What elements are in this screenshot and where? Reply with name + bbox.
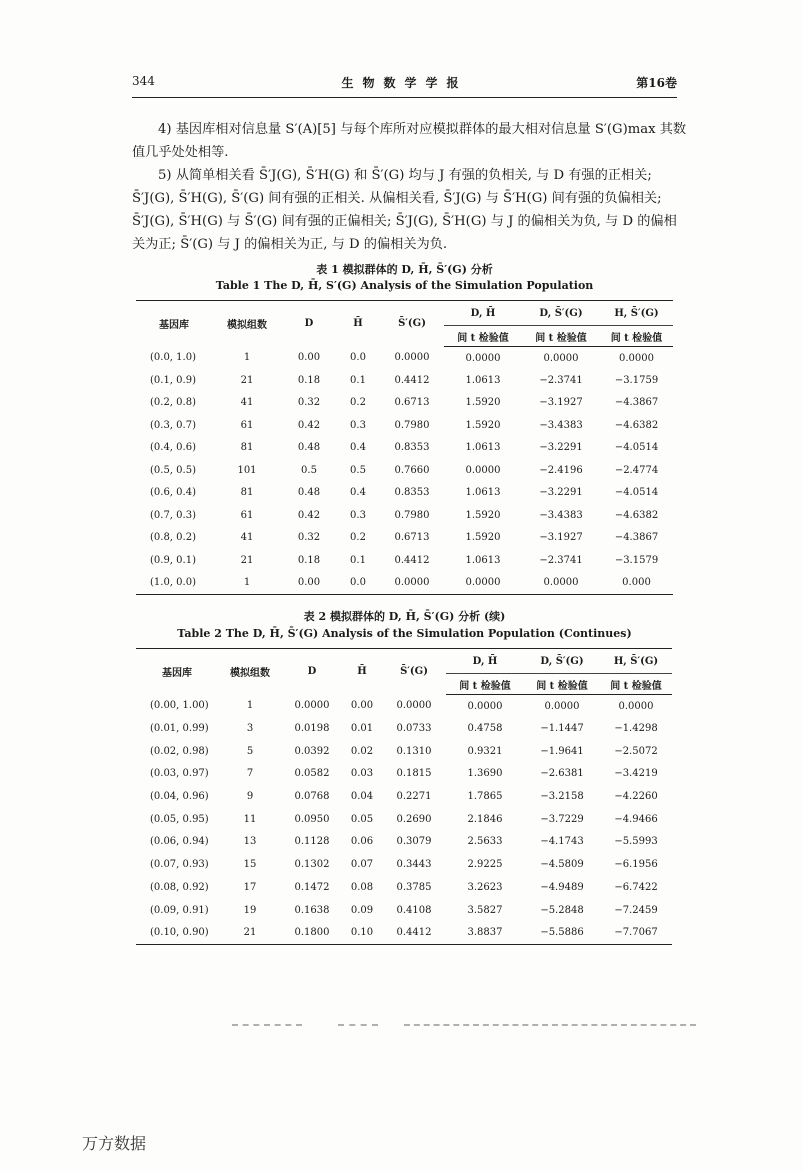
table-cell: 1.5920 — [465, 397, 501, 409]
table-cell: 0.09 — [350, 904, 374, 916]
table-cell: (0.06, 0.94) — [150, 836, 209, 848]
body-line: S̄′J(G), S̄′H(G) 与 S̄′(G) 间有强的正偏相关; S̄′J(G), S̄′H(G) 与 J 的偏相关为负, 与 D 的偏相 — [132, 214, 677, 229]
table-cell: 0.1128 — [294, 836, 330, 848]
volume-label: 第16卷 — [636, 76, 677, 90]
table-cell: (0.9, 0.1) — [150, 554, 196, 566]
table-cell: 3.8837 — [446, 921, 524, 944]
table-cell: (0.08, 0.92) — [150, 881, 209, 893]
table-cell: 0.18 — [297, 554, 321, 566]
col-header-d: D — [282, 301, 336, 347]
table-row — [136, 921, 672, 944]
table1 — [136, 300, 673, 595]
col-subheader-ds: 间 t 检验值 — [524, 674, 600, 695]
table-cell: −4.1743 — [540, 836, 584, 848]
table-cell: 0.02 — [350, 745, 374, 757]
table-cell: −4.3867 — [614, 532, 659, 544]
table-cell: 0.48 — [297, 487, 321, 499]
table-cell: −6.7422 — [614, 881, 658, 893]
table-cell: 0.0000 — [380, 572, 444, 595]
table-cell: 1.0613 — [465, 487, 501, 499]
table-cell: 0.04 — [350, 791, 374, 803]
table-cell: 0.3079 — [396, 836, 432, 848]
table-cell: 3 — [246, 723, 254, 735]
col-header-h: H̄ — [336, 301, 380, 347]
table-cell: 0.18 — [297, 374, 321, 386]
table-row — [136, 695, 672, 718]
table-cell: 0.0768 — [294, 791, 330, 803]
table-cell: −2.3741 — [539, 374, 583, 386]
col-header-genepool: 基因库 — [136, 301, 212, 347]
table-cell: 0.3785 — [396, 881, 432, 893]
col-header-d: D — [282, 649, 342, 695]
table-cell: (0.01, 0.99) — [150, 723, 209, 735]
table-cell: −4.6382 — [614, 419, 659, 431]
table-cell: 0.42 — [297, 419, 321, 431]
table-cell: 0.0000 — [619, 352, 654, 364]
table-cell: (0.10, 0.90) — [136, 921, 218, 944]
table-cell: −3.2158 — [540, 791, 584, 803]
table-cell: 0.0000 — [467, 700, 503, 712]
table-cell: 0.0582 — [294, 768, 330, 780]
body-line: 关为正; S̄′(G) 与 J 的偏相关为正, 与 D 的偏相关为负. — [132, 237, 448, 252]
body-line: S̄′J(G), S̄′H(G), S̄′(G) 间有强的正相关. 从偏相关看, S̄′J(G) 与 S̄′H(G) 间有强的负偏相关; — [132, 191, 662, 206]
table-cell: 13 — [243, 836, 257, 848]
table-cell: −3.2291 — [539, 487, 583, 499]
table-cell: (0.09, 0.91) — [150, 904, 209, 916]
table-cell: −6.1956 — [614, 859, 658, 871]
table-row — [136, 527, 673, 550]
table-cell: −3.4383 — [539, 509, 583, 521]
col-header-genepool: 基因库 — [136, 649, 218, 695]
table-cell: 0.9321 — [467, 745, 503, 757]
table-cell: −3.1759 — [614, 374, 659, 386]
table-cell: 0.00 — [282, 572, 336, 595]
table-cell: 21 — [240, 554, 254, 566]
table-cell: 0.0000 — [522, 572, 600, 595]
table-cell: 0.5 — [301, 464, 317, 476]
table1-caption-en: Table 1 The D, H̄, S′(G) Analysis of the Simulation Population — [215, 279, 594, 292]
table-cell: 0.06 — [350, 836, 374, 848]
table-cell: 0.4 — [350, 442, 366, 454]
table-cell: 0.0000 — [465, 352, 501, 364]
table-cell: 0.0198 — [294, 723, 330, 735]
table-cell: 0.0950 — [294, 813, 330, 825]
table-cell: 0.1800 — [282, 921, 342, 944]
table-cell: −1.9641 — [540, 745, 584, 757]
table-cell: −3.1927 — [539, 532, 583, 544]
table-cell: 0.8353 — [394, 442, 430, 454]
table-cell: 0.1302 — [294, 859, 330, 871]
table-row — [136, 785, 672, 808]
table-cell: 0.0000 — [294, 700, 330, 712]
table-cell: (0.00, 1.00) — [150, 700, 209, 712]
table-row — [136, 482, 673, 505]
table-cell: −3.1927 — [539, 397, 583, 409]
table-cell: (1.0, 0.0) — [136, 572, 212, 595]
table-cell: 0.0000 — [543, 352, 579, 364]
table-cell: 61 — [240, 509, 254, 521]
table-cell: 0.7660 — [394, 464, 430, 476]
table-cell: 0.10 — [342, 921, 382, 944]
table-cell: 41 — [240, 532, 254, 544]
table-cell: 101 — [237, 464, 257, 476]
table-row — [136, 876, 672, 899]
col-header-hs: H, S̄′(G) — [600, 301, 673, 326]
table-cell: 1.0613 — [465, 442, 501, 454]
table-cell: 0.2 — [350, 397, 366, 409]
table-cell: 0.6713 — [394, 397, 430, 409]
table-cell: 61 — [240, 419, 254, 431]
table-cell: 0.1638 — [294, 904, 330, 916]
table1-caption-cn: 表 1 模拟群体的 D, H̄, S̄′(G) 分析 — [316, 263, 493, 276]
table-row — [136, 853, 672, 876]
table-cell: 0.0000 — [618, 700, 654, 712]
col-header-ds: D, S̄′(G) — [524, 649, 600, 674]
table-cell: −2.6381 — [540, 768, 584, 780]
table-cell: 7 — [246, 768, 254, 780]
col-header-hs: H, S̄′(G) — [600, 649, 672, 674]
table-row — [136, 369, 673, 392]
col-header-dh: D, H̄ — [444, 301, 522, 326]
table-cell: 0.32 — [297, 397, 321, 409]
table-cell: −5.2848 — [540, 904, 584, 916]
table-cell: 0.8353 — [394, 487, 430, 499]
table-cell: 0.03 — [350, 768, 374, 780]
table-cell: 0.42 — [297, 509, 321, 521]
table-cell: 81 — [240, 442, 254, 454]
table-cell: 9 — [246, 791, 254, 803]
table-cell: −7.2459 — [614, 904, 658, 916]
body-text — [132, 118, 687, 256]
table-cell: −4.9466 — [614, 813, 658, 825]
col-header-ds: D, S̄′(G) — [522, 301, 600, 326]
table-cell: 0.1310 — [396, 745, 432, 757]
table-cell: 0.7980 — [394, 509, 430, 521]
table-cell: −3.1579 — [614, 554, 659, 566]
table-cell: −3.7229 — [540, 813, 584, 825]
table-cell: −3.2291 — [539, 442, 583, 454]
table-cell: −2.4774 — [614, 464, 659, 476]
table-cell: 0.4 — [350, 487, 366, 499]
table-row — [136, 347, 673, 370]
table-cell: −3.4383 — [539, 419, 583, 431]
table-cell: (0.4, 0.6) — [150, 442, 196, 454]
table-cell: 0.4412 — [394, 374, 430, 386]
table-cell: 0.0000 — [544, 700, 580, 712]
table-cell: −2.5072 — [614, 745, 658, 757]
scan-artifact-line — [404, 1024, 696, 1026]
table-cell: 1.0613 — [465, 554, 501, 566]
table2-caption-cn: 表 2 模拟群体的 D, H̄, S̄′(G) 分析 (续) — [303, 610, 506, 623]
table-cell: −4.6382 — [614, 509, 659, 521]
table-cell: −4.0514 — [614, 442, 659, 454]
table-cell: −7.7067 — [600, 921, 672, 944]
table-cell: −3.4219 — [614, 768, 658, 780]
table-cell: (0.5, 0.5) — [150, 464, 196, 476]
table2 — [136, 648, 672, 945]
table-cell: −1.4298 — [614, 723, 658, 735]
table-row — [136, 437, 673, 460]
table-cell: 1.5920 — [465, 509, 501, 521]
table-cell: 0.1472 — [294, 881, 330, 893]
table-cell: 15 — [243, 859, 257, 871]
scan-artifact-line — [338, 1024, 378, 1026]
page-number: 344 — [132, 74, 155, 88]
table-cell: −2.3741 — [539, 554, 583, 566]
table-cell: −2.4196 — [539, 464, 583, 476]
col-subheader-hs: 间 t 检验值 — [600, 674, 672, 695]
table-cell: 0.1 — [350, 374, 366, 386]
table-cell: 0.00 — [350, 700, 374, 712]
table-cell: 0.3 — [350, 509, 366, 521]
table-cell: 21 — [240, 374, 254, 386]
table-cell: 2.5633 — [467, 836, 503, 848]
table-cell: (0.0, 1.0) — [150, 352, 196, 364]
table-cell: 0.00 — [297, 352, 321, 364]
table-cell: 0.0733 — [396, 723, 432, 735]
table-row — [136, 414, 673, 437]
table-cell: 0.32 — [297, 532, 321, 544]
col-subheader-dh: 间 t 检验值 — [446, 674, 524, 695]
table-cell: 1 — [246, 700, 254, 712]
table-cell: 0.08 — [350, 881, 374, 893]
table-cell: 1 — [212, 572, 282, 595]
table-cell: −4.5809 — [540, 859, 584, 871]
table-cell: 5 — [246, 745, 254, 757]
col-header-h: H̄ — [342, 649, 382, 695]
col-header-dh: D, H̄ — [446, 649, 524, 674]
table-cell: −5.5993 — [614, 836, 658, 848]
table-row — [136, 763, 672, 786]
table-row — [136, 459, 673, 482]
table-cell: 0.7980 — [394, 419, 430, 431]
col-subheader-ds: 间 t 检验值 — [522, 326, 600, 347]
table-cell: −4.3867 — [614, 397, 659, 409]
table-cell: −4.9489 — [540, 881, 584, 893]
table-cell: 0.5 — [350, 464, 366, 476]
table-cell: 11 — [243, 813, 257, 825]
table-cell: 0.01 — [350, 723, 374, 735]
table-cell: (0.02, 0.98) — [150, 745, 209, 757]
table-cell: 0.3443 — [396, 859, 432, 871]
table-cell: 1.3690 — [467, 768, 503, 780]
col-subheader-dh: 间 t 检验值 — [444, 326, 522, 347]
table-cell: 0.6713 — [394, 532, 430, 544]
table-cell: (0.7, 0.3) — [150, 509, 196, 521]
table-cell: 0.3 — [350, 419, 366, 431]
table-cell: (0.07, 0.93) — [150, 859, 209, 871]
table-cell: 0.0000 — [465, 464, 501, 476]
table-cell: (0.3, 0.7) — [150, 419, 196, 431]
table-row — [136, 572, 673, 595]
table-cell: 1 — [243, 352, 251, 364]
table-cell: 0.0 — [350, 352, 366, 364]
table-cell: (0.6, 0.4) — [150, 487, 196, 499]
table-cell: (0.03, 0.97) — [150, 768, 209, 780]
table-row — [136, 808, 672, 831]
table-cell: 0.0000 — [396, 700, 432, 712]
table-cell: 0.2690 — [396, 813, 432, 825]
table-cell: 2.9225 — [467, 859, 503, 871]
table-cell: 0.000 — [600, 572, 673, 595]
table-cell: 0.48 — [297, 442, 321, 454]
table-cell: 0.07 — [350, 859, 374, 871]
table-cell: 17 — [243, 881, 257, 893]
watermark-text: 万方数据 — [82, 1134, 147, 1153]
table-row — [136, 549, 673, 572]
col-subheader-hs: 间 t 检验值 — [600, 326, 673, 347]
table-cell: 0.1815 — [396, 768, 432, 780]
table-cell: −1.1447 — [540, 723, 584, 735]
table-cell: 0.2271 — [396, 791, 432, 803]
table-cell: 0.4412 — [382, 921, 446, 944]
table-row — [136, 831, 672, 854]
table-cell: (0.8, 0.2) — [150, 532, 196, 544]
table-row — [136, 899, 672, 922]
journal-title: 生物数学学报 — [341, 76, 468, 90]
table-row — [136, 392, 673, 415]
table-cell: (0.04, 0.96) — [150, 791, 209, 803]
table-row — [136, 740, 672, 763]
table-cell: 3.5827 — [467, 904, 503, 916]
table-cell: (0.05, 0.95) — [150, 813, 209, 825]
table-cell: (0.2, 0.8) — [150, 397, 196, 409]
table-cell: 2.1846 — [467, 813, 503, 825]
body-line: 4) 基因库相对信息量 S′(A)[5] 与每个库所对应模拟群体的最大相对信息量 S′(G)max 其数 — [158, 122, 687, 137]
table-cell: 1.7865 — [467, 791, 503, 803]
header-rule — [132, 97, 677, 98]
table-cell: 41 — [240, 397, 254, 409]
table-row — [136, 504, 673, 527]
table-cell: 0.05 — [350, 813, 374, 825]
table-cell: 1.5920 — [465, 419, 501, 431]
running-header — [132, 74, 677, 94]
table-cell: −4.2260 — [614, 791, 658, 803]
table-cell: (0.1, 0.9) — [150, 374, 196, 386]
table-cell: −5.5886 — [524, 921, 600, 944]
table-cell: 1.0613 — [465, 374, 501, 386]
scan-artifact-line — [232, 1024, 302, 1026]
table2-caption-en: Table 2 The D, H̄, S̄′(G) Analysis of the Simulation Population (Continues) — [177, 627, 632, 640]
table-cell: 0.4412 — [394, 554, 430, 566]
table-cell: 81 — [240, 487, 254, 499]
body-line: 5) 从简单相关看 S̄′J(G), S̄′H(G) 和 S̄′(G) 均与 J 有强的负相关, 与 D 有强的正相关; — [158, 168, 652, 183]
table-cell: 3.2623 — [467, 881, 503, 893]
col-header-s: S̄′(G) — [382, 649, 446, 695]
table-cell: 21 — [218, 921, 282, 944]
table-cell: 0.4108 — [396, 904, 432, 916]
table-cell: 1.5920 — [465, 532, 501, 544]
table-row — [136, 717, 672, 740]
table-cell: 0.0 — [336, 572, 380, 595]
col-header-s: S̄′(G) — [380, 301, 444, 347]
table-cell: 0.0000 — [444, 572, 522, 595]
col-header-groups: 模拟组数 — [212, 301, 282, 347]
table-cell: −4.0514 — [614, 487, 659, 499]
table-cell: 19 — [243, 904, 257, 916]
table-cell: 0.0392 — [294, 745, 330, 757]
table-cell: 0.1 — [350, 554, 366, 566]
table-cell: 0.2 — [350, 532, 366, 544]
col-header-groups: 模拟组数 — [218, 649, 282, 695]
table-cell: 0.4758 — [467, 723, 503, 735]
table-cell: 0.0000 — [394, 352, 430, 364]
body-line: 值几乎处处相等. — [132, 145, 229, 160]
